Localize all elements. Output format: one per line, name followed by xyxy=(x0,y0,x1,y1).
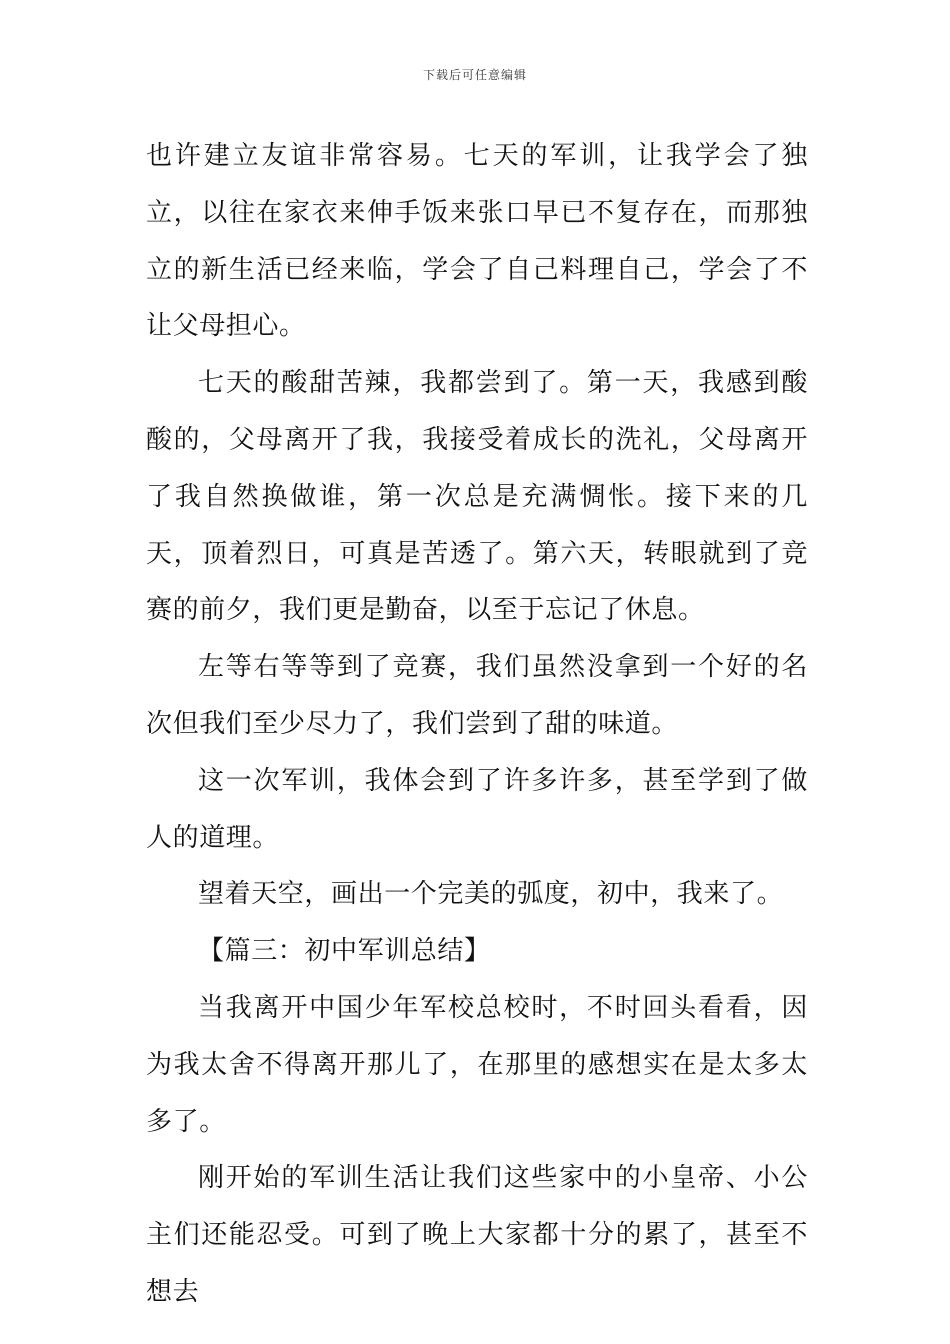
page-header: 下载后可任意编辑 xyxy=(422,68,527,82)
paragraph: 望着天空，画出一个完美的弧度，初中，我来了。 xyxy=(198,879,784,910)
paragraph: 刚开始的军训生活让我们这些家中的小皇帝、小公主们还能忍受。可到了晚上大家都十分的累了，甚至不想去 xyxy=(146,1163,808,1307)
paragraph: 七天的酸甜苦辣，我都尝到了。第一天，我感到酸酸的，父母离开了我，我接受着成长的洗礼，父母离开了我自然换做谁，第一次总是充满惆怅。接下来的几天，顶着烈日，可真是苦透了。第六天，转眼就到了竞赛的前夕，我们更是勤奋，以至于忘记了休息。 xyxy=(146,368,808,626)
paragraph: 左等右等等到了竞赛，我们虽然没拿到一个好的名次但我们至少尽力了，我们尝到了甜的味道。 xyxy=(146,652,808,739)
paragraph: 这一次军训，我体会到了许多许多，甚至学到了做人的道理。 xyxy=(146,765,808,853)
section-heading: 【篇三：初中军训总结】 xyxy=(198,936,491,967)
document-body xyxy=(146,128,808,1321)
paragraph: 当我离开中国少年军校总校时，不时回头看看，因为我太舍不得离开那儿了，在那里的感想实在是太多太多了。 xyxy=(146,992,808,1137)
paragraph-continued: 也许建立友谊非常容易。七天的军训，让我学会了独立，以往在家衣来伸手饭来张口早已不复存在，而那独立的新生活已经来临，学会了自己料理自己，学会了不让父母担心。 xyxy=(146,141,808,342)
